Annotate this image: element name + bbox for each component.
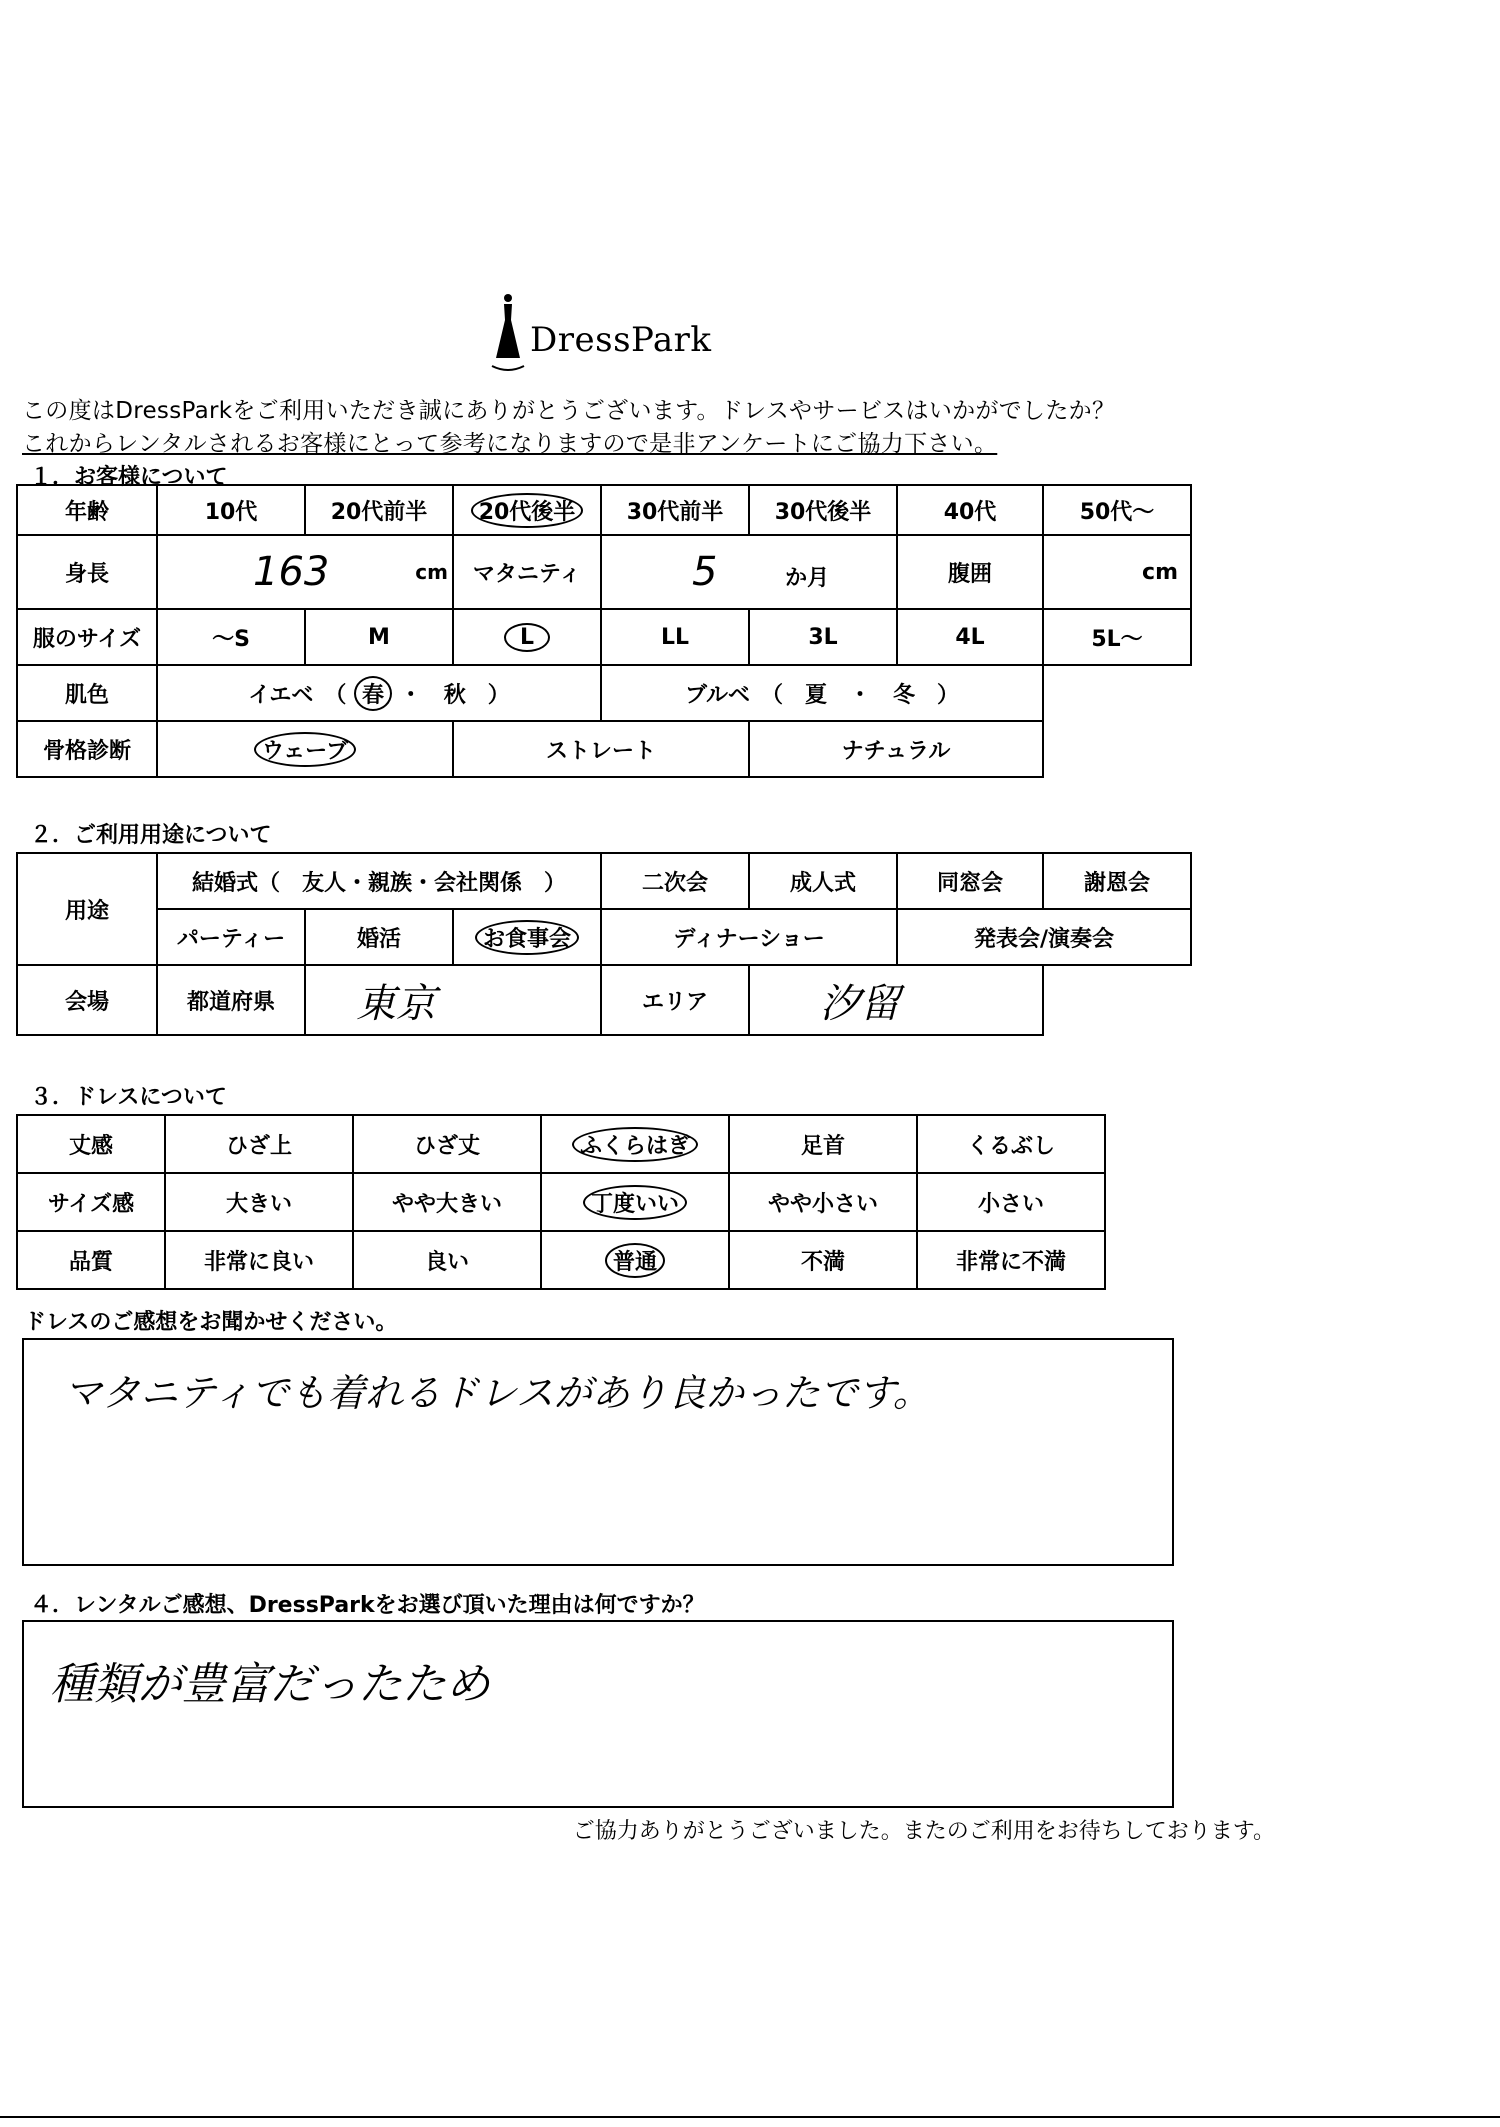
area-value-cell[interactable]	[749, 965, 1043, 1035]
height-value: 163	[253, 549, 330, 595]
size-option[interactable]: LL	[601, 609, 749, 665]
length-option[interactable]: ひざ上	[165, 1115, 353, 1173]
waist-unit[interactable]: cm	[1043, 535, 1191, 609]
waist-label: 腹囲	[897, 535, 1043, 609]
customer-table	[16, 484, 1192, 778]
dress-table	[16, 1114, 1106, 1290]
quality-selected-mark: 普通	[605, 1243, 665, 1278]
age-row	[17, 485, 1191, 535]
dress-comment-text: マタニティでも着れるドレスがあり良かったです。	[64, 1371, 931, 1415]
section1-title: １．お客様について	[30, 465, 228, 490]
prefecture-label: 都道府県	[157, 965, 305, 1035]
age-selected-mark: 20代後半	[471, 493, 584, 528]
purpose-row-2	[17, 909, 1191, 965]
purpose-option[interactable]: 同窓会	[897, 853, 1043, 909]
fit-label: サイズ感	[17, 1173, 165, 1231]
size-selected-mark: L	[504, 623, 550, 652]
quality-option[interactable]: 非常に不満	[917, 1231, 1105, 1289]
skeleton-row	[17, 721, 1191, 777]
prefecture-value: 東京	[356, 980, 436, 1027]
length-option[interactable]: 足首	[729, 1115, 917, 1173]
area-value: 汐留	[820, 980, 901, 1027]
age-option[interactable]: 30代前半	[601, 485, 749, 535]
closing-message: ご協力ありがとうございました。またのご利用をお待ちしております。	[572, 1819, 1275, 1844]
dress-silhouette-icon	[490, 288, 526, 378]
skeleton-option-selected[interactable]	[157, 721, 453, 777]
venue-label: 会場	[17, 965, 157, 1035]
size-option[interactable]: 3L	[749, 609, 897, 665]
fit-selected-mark: 丁度いい	[583, 1185, 687, 1220]
fit-row	[17, 1173, 1105, 1231]
dresspark-logo	[490, 288, 730, 380]
skin-yellow-suffix: ・ 秋 ）	[399, 682, 510, 708]
age-option-selected[interactable]	[453, 485, 601, 535]
skin-yellow-cell[interactable]	[157, 665, 601, 721]
reason-comment-box[interactable]	[22, 1620, 1174, 1808]
size-label: 服のサイズ	[17, 609, 157, 665]
purpose-option[interactable]: 二次会	[601, 853, 749, 909]
purpose-label: 用途	[17, 853, 157, 965]
skeleton-label: 骨格診断	[17, 721, 157, 777]
skin-row	[17, 665, 1191, 721]
logo-brand: DressPark	[530, 320, 712, 360]
maternity-value: 5	[692, 549, 718, 595]
quality-option[interactable]: 不満	[729, 1231, 917, 1289]
maternity-unit: か月	[785, 566, 830, 591]
height-row	[17, 535, 1191, 609]
skin-spring-selected: 春	[354, 676, 392, 711]
blank-cell	[1043, 965, 1191, 1035]
height-cell[interactable]	[157, 535, 453, 609]
size-row	[17, 609, 1191, 665]
purpose-option[interactable]: ディナーショー	[601, 909, 897, 965]
skin-blue-cell[interactable]: ブルベ （ 夏 ・ 冬 ）	[601, 665, 1043, 721]
fit-option-selected[interactable]	[541, 1173, 729, 1231]
size-option[interactable]: ～S	[157, 609, 305, 665]
fit-option[interactable]: 大きい	[165, 1173, 353, 1231]
height-unit: cm	[415, 560, 448, 584]
age-option[interactable]: 30代後半	[749, 485, 897, 535]
purpose-option-selected[interactable]	[453, 909, 601, 965]
intro-line-1: この度はDressParkをご利用いただき誠にありがとうございます。ドレスやサービスはいかがでしたか？	[22, 398, 1116, 424]
length-option[interactable]: ひざ丈	[353, 1115, 541, 1173]
age-option[interactable]: 50代～	[1043, 485, 1191, 535]
blank-cell	[1043, 665, 1191, 721]
quality-row	[17, 1231, 1105, 1289]
size-option[interactable]: M	[305, 609, 453, 665]
section4-title: ４．レンタルご感想、DressParkをお選び頂いた理由は何ですか？	[30, 1593, 705, 1618]
area-label: エリア	[601, 965, 749, 1035]
age-label: 年齢	[17, 485, 157, 535]
quality-option[interactable]: 非常に良い	[165, 1231, 353, 1289]
skeleton-selected-mark: ウェーブ	[254, 732, 356, 767]
length-option[interactable]: くるぶし	[917, 1115, 1105, 1173]
purpose-option[interactable]: 婚活	[305, 909, 453, 965]
purpose-option[interactable]: 謝恩会	[1043, 853, 1191, 909]
age-option[interactable]: 40代	[897, 485, 1043, 535]
purpose-option[interactable]: 発表会/演奏会	[897, 909, 1191, 965]
length-option-selected[interactable]	[541, 1115, 729, 1173]
prefecture-value-cell[interactable]	[305, 965, 601, 1035]
skin-yellow-prefix: イエベ （	[248, 682, 347, 708]
skin-label: 肌色	[17, 665, 157, 721]
purpose-row-1	[17, 853, 1191, 909]
skeleton-option[interactable]: ナチュラル	[749, 721, 1043, 777]
quality-label: 品質	[17, 1231, 165, 1289]
footer-divider	[0, 2116, 1500, 2118]
size-option[interactable]: 5L～	[1043, 609, 1191, 665]
section3-title: ３．ドレスについて	[30, 1085, 227, 1110]
quality-option-selected[interactable]	[541, 1231, 729, 1289]
blank-cell	[1043, 721, 1191, 777]
age-option[interactable]: 10代	[157, 485, 305, 535]
dress-comment-box[interactable]	[22, 1338, 1174, 1566]
intro-line-2: これからレンタルされるお客様にとって参考になりますので是非アンケートにご協力下さい。	[22, 431, 998, 457]
purpose-option[interactable]: パーティー	[157, 909, 305, 965]
dress-comment-prompt: ドレスのご感想をお聞かせください。	[24, 1310, 398, 1335]
usage-table	[16, 852, 1192, 1036]
size-option-selected[interactable]	[453, 609, 601, 665]
length-label: 丈感	[17, 1115, 165, 1173]
fit-option[interactable]: やや小さい	[729, 1173, 917, 1231]
purpose-option[interactable]: 成人式	[749, 853, 897, 909]
fit-option[interactable]: やや大きい	[353, 1173, 541, 1231]
section2-title: ２．ご利用用途について	[30, 823, 272, 848]
venue-row	[17, 965, 1191, 1035]
length-selected-mark: ふくらはぎ	[572, 1127, 698, 1162]
quality-option[interactable]: 良い	[353, 1231, 541, 1289]
skeleton-option[interactable]: ストレート	[453, 721, 749, 777]
fit-option[interactable]: 小さい	[917, 1173, 1105, 1231]
size-option[interactable]: 4L	[897, 609, 1043, 665]
maternity-cell[interactable]	[601, 535, 897, 609]
height-label: 身長	[17, 535, 157, 609]
purpose-wedding[interactable]: 結婚式（ 友人・親族・会社関係 ）	[157, 853, 601, 909]
age-option[interactable]: 20代前半	[305, 485, 453, 535]
maternity-label: マタニティ	[453, 535, 601, 609]
length-row	[17, 1115, 1105, 1173]
reason-comment-text: 種類が豊富だったため	[50, 1659, 490, 1710]
purpose-selected-mark: お食事会	[475, 920, 579, 955]
